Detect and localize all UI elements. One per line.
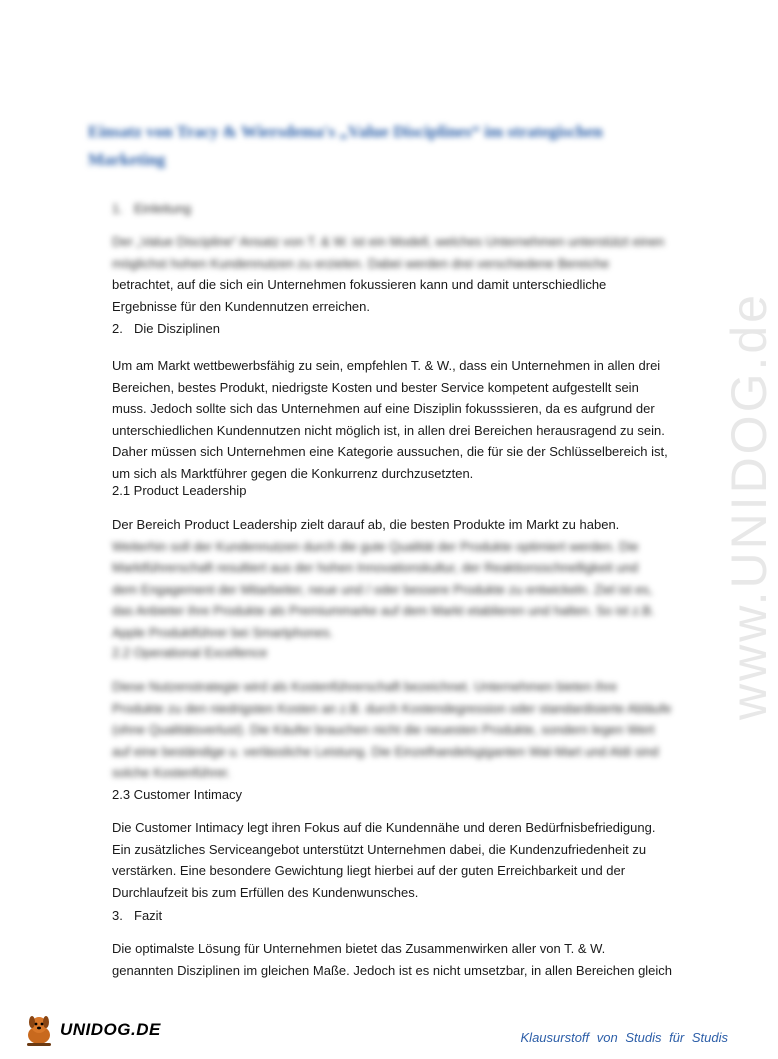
paragraph-line: Ergebnisse für den Kundennutzen erreichen.: [112, 298, 371, 314]
paragraph-line: Durchlaufzeit bis zum Erfüllen des Kundenwunsches.: [112, 884, 419, 900]
section-number: 3.: [112, 908, 123, 923]
paragraph-line: (ohne Qualitätsverlust). Die Käufer brauchen nicht die neuesten Produkte, sondern legen Wert: [112, 722, 655, 737]
watermark: www.UNIDOG.de: [721, 292, 777, 720]
unidog-logo[interactable]: [22, 1010, 161, 1050]
paragraph-line: genannten Disziplinen im gleichen Maße. Jedoch ist es nicht umsetzbar, in allen Bereichen gleich: [112, 962, 673, 978]
section-heading-fazit: [112, 908, 162, 923]
paragraph-line: unterschiedlichen Kundennutzen nicht möglich ist, in allen drei Bereichen herausragend zu sein.: [112, 422, 665, 438]
paragraph-line: um sich als Marktführer gegen die Konkurrenz durchzusetzten.: [112, 465, 474, 481]
paragraph-line: auf eine beständige u. verlässliche Leistung. Die Einzelhandelsgiganten Wal-Mart und Aldi sind: [112, 743, 659, 759]
paragraph-line: Ein zusätzliches Serviceangebot unterstützt Unternehmen dabei, die Kundenzufriedenheit zu: [112, 841, 647, 857]
dog-mascot-icon: [22, 1013, 56, 1047]
paragraph-operational-excellence: [112, 676, 672, 784]
paragraph-product-leadership: [112, 514, 662, 643]
paragraph-fazit: [112, 938, 673, 981]
paragraph-line: Um am Markt wettbewerbsfähig zu sein, empfehlen T. & W., dass ein Unternehmen in allen drei: [112, 358, 661, 373]
section-title: Einleitung: [134, 201, 192, 216]
section-heading-disziplinen: [112, 321, 220, 336]
logo-text: UNIDOG.DE: [60, 1020, 161, 1039]
document-title: Einsatz von Tracy & Wiersdema's „Value Disciplines“ im strategischen Marketing: [88, 122, 603, 169]
paragraph-line: Daher müssen sich Unternehmen eine Kategorie aussuchen, die für sie der Schlüsselbereich ist,: [112, 444, 668, 459]
section-heading-einleitung: [112, 201, 191, 216]
paragraph-customer-intimacy: [112, 817, 662, 903]
paragraph-line: das Anbieter ihre Produkte als Premiummarke auf dem Markt etablieren und halten. So ist z.B.: [112, 603, 655, 618]
paragraph-line: verstärken. Eine besondere Gewichtung liegt hierbei auf der guten Erreichbarkeit und der: [112, 863, 626, 878]
section-number: 2.: [112, 321, 123, 336]
section-heading-operational-excellence: 2.2 Operational Excellence: [112, 645, 268, 660]
paragraph-line: betrachtet, auf die sich ein Unternehmen fokussieren kann und damit unterschiedliche: [112, 277, 607, 292]
paragraph-line: Produkte zu den niedrigsten Kosten an z.B. durch Kostendegression oder standardisierte Abläufe: [112, 700, 672, 716]
footer-tagline: Klausurstoff von Studis für Studis: [520, 1030, 728, 1045]
paragraph-line: Marktführerschaft resultiert aus der hohen Innovationskultur, der Reaktionsschnelligkeit und: [112, 560, 639, 575]
section-heading-product-leadership: 2.1 Product Leadership: [112, 483, 247, 498]
paragraph-einleitung: [112, 231, 665, 317]
paragraph-line: möglichst hohen Kundennutzen zu erzielen. Dabei werden drei verschiedene Bereiche: [112, 255, 610, 271]
paragraph-line: Weiterhin soll der Kundennutzen durch die gute Qualität der Produkte optimiert werden. Die: [112, 538, 639, 554]
paragraph-line: Bereichen, bestes Produkt, niedrigste Kosten und bester Service kompetent aufgestellt sein: [112, 379, 639, 395]
section-title: Fazit: [134, 908, 163, 923]
paragraph-line: solche Kostenführer.: [112, 765, 231, 780]
paragraph-line: muss. Jedoch sollte sich das Unternehmen auf eine Disziplin fokusssieren, da es aufgrund der: [112, 401, 655, 416]
paragraph-line: Diese Nutzenstrategie wird als Kostenführerschaft bezeichnet. Unternehmen bieten ihre: [112, 679, 618, 694]
paragraph-line: Apple Produktführer bei Smartphones.: [112, 624, 334, 640]
paragraph-line: Die Customer Intimacy legt ihren Fokus auf die Kundennähe und deren Bedürfnisbefriedigung.: [112, 820, 656, 835]
section-title: Die Disziplinen: [134, 321, 220, 336]
paragraph-line: Der „Value Discipline“ Ansatz von T. & W. ist ein Modell, welches Unternehmen unterstützt einen: [112, 234, 665, 249]
paragraph-line: Der Bereich Product Leadership zielt darauf ab, die besten Produkte im Markt zu haben.: [112, 517, 620, 532]
paragraph-line: Die optimalste Lösung für Unternehmen bietet das Zusammenwirken aller von T. & W.: [112, 941, 606, 956]
section-heading-customer-intimacy: 2.3 Customer Intimacy: [112, 787, 243, 802]
paragraph-line: dem Engagement der Mitarbeiter, neue und / oder bessere Produkte zu entwickeln. Ziel ist es,: [112, 581, 653, 597]
section-number: 1.: [112, 201, 123, 216]
paragraph-disziplinen: [112, 355, 668, 484]
